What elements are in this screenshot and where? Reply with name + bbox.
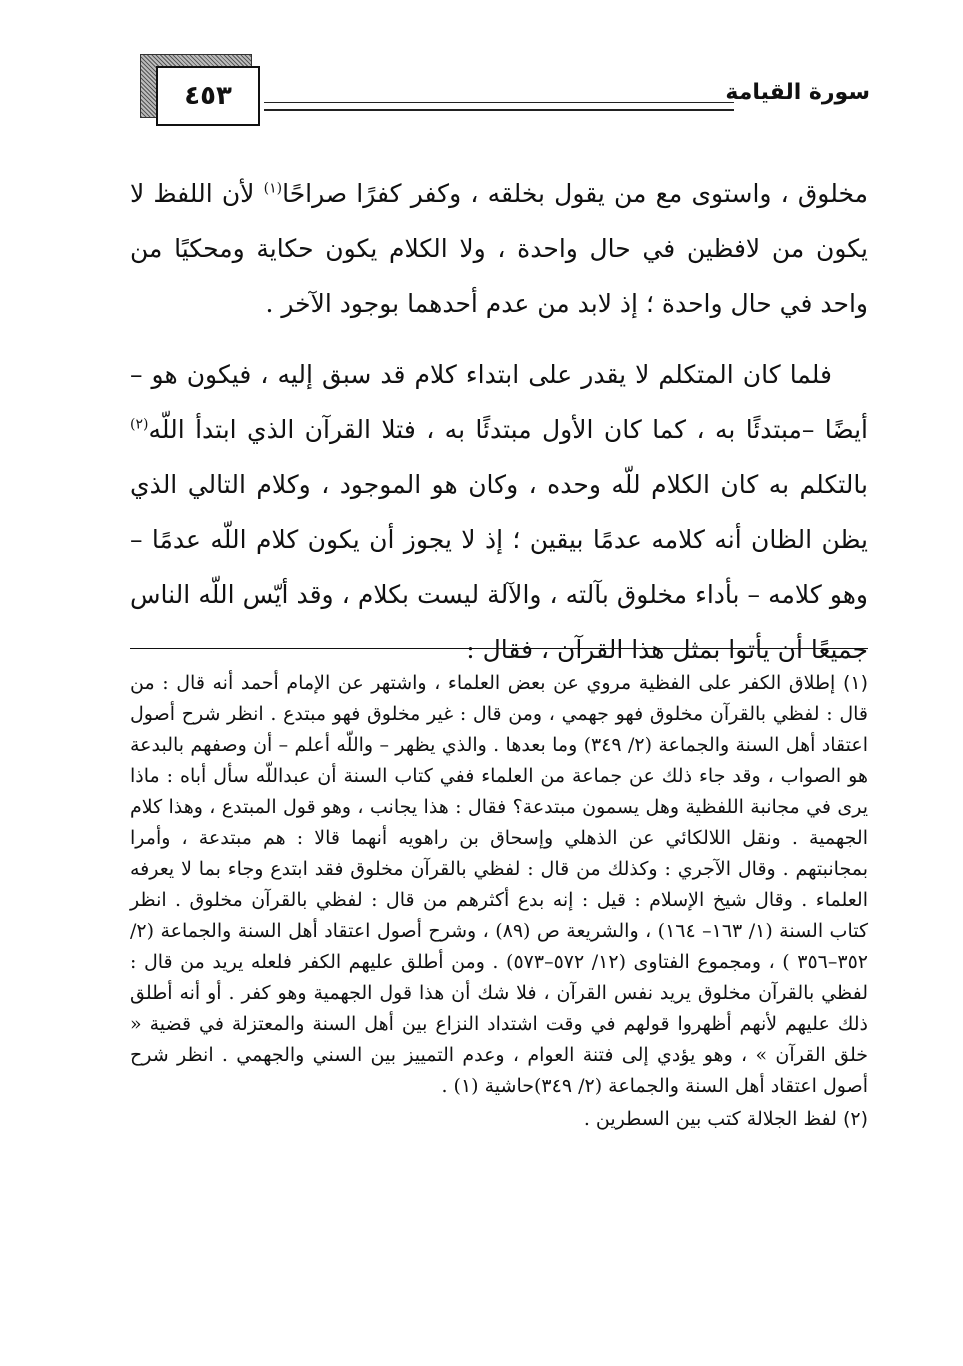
- paragraph-text: لأن اللفظ لا يكون من لافظين في حال واحدة ، ولا الكلام يكون حكاية ومحكيًا من واحد في حال واحدة ؛ إذ لابد من عدم أحدهما بوجود الآخر .: [130, 179, 868, 318]
- footnote: [130, 1104, 868, 1135]
- header-rule: [264, 102, 734, 111]
- paragraph-text: فلما كان المتكلم لا يقدر على ابتداء كلام قد سبق إليه ، فيكون هو – أيضًا –مبتدئًا به ، كما كان الأول مبتدئًا به ، فتلا القرآن الذي ابتدأ اللّه: [130, 360, 868, 444]
- footnote-text: إطلاق الكفر على الفظية مروي عن بعض العلماء ، واشتهر عن الإمام أحمد أنه قال : من قال : لفظي بالقرآن مخلوق فهو جهمي ، ومن قال : غير مخلوق فهو مبتدع . انظر شرح أصول اعتقاد أهل السنة والجماعة (٢/ ٣٤٩) وما بعدها . والذي يظهر – واللّه أعلم – أن وصفهم بالبدعة هو الصواب ، وقد جاء ذلك عن جماعة من العلماء ففي كتاب السنة أن عبداللّه سأل أباه : ماذا يرى في مجانبة اللفظية وهل يسمون مبتدعة؟ فقال : هذا يجانب ، وهو قول المبتدع ، وهذا كلام الجهمية . ونقل اللالكائي عن الذهلي وإسحاق بن راهويه أنهما قالا : هم مبتدعة ، وأمرا بمجانبتهم . وقال الآجري : وكذلك من قال : لفظي بالقرآن مخلوق فقد ابتدع وجاء بما لا يعرفه العلماء . وقال شيخ الإسلام : قيل : إنه بدع أكثرهم من قال : لفظي بالقرآن مخلوق . انظر كتاب السنة (١/ ١٦٣– ١٦٤) ، والشريعة ص (٨٩) ، وشرح أصول اعتقاد أهل السنة والجماعة (٢/ ٣٥٢–٣٥٦ ) ، ومجموع الفتاوى (١٢/ ٥٧٢–٥٧٣) . ومن أطلق عليهم الكفر فلعله يريد من قال : لفظي بالقرآن مخلوق يريد نفس القرآن ، فلا شك أن هذا قول الجهمية وهو كفر . أو أنه أطلق ذلك عليهم لأنهم أظهروا قولهم في وقت اشتداد النزاع بين أهل السنة والمعتزلة في قضية « خلق القرآن » ، وهو يؤدي إلى فتنة العوام ، وعدم التمييز بين السني والجهمي . انظر شرح أصول اعتقاد أهل السنة والجماعة (٢/ ٣٤٩)حاشية (١) .: [130, 672, 869, 1097]
- footnote-ref-2: (٢): [130, 416, 149, 433]
- footnote-text: لفظ الجلالة كتب بين السطرين .: [583, 1108, 837, 1130]
- footnote-number: (٢): [842, 1108, 868, 1130]
- paragraph: [130, 166, 868, 331]
- paragraph: [130, 347, 868, 677]
- paragraph-text: مخلوق ، واستوى مع من يقول بخلقه ، وكفر كفرًا صراحًا: [282, 179, 868, 208]
- footnote-ref-1: (١): [263, 180, 283, 197]
- page-header: [140, 58, 870, 138]
- footnote: [130, 668, 868, 1102]
- paragraph-text: بالتكلم به كان الكلام للّه وحده ، وكان هو الموجود ، وكلام التالي الذي يظن الظان أنه كلامه عدمًا بيقين ؛ إذ لا يجوز أن يكون كلام اللّه عدمًا – وهو كلامه – بأداء مخلوق بآلته ، والآلة ليست: [130, 470, 868, 609]
- main-text: [130, 166, 868, 677]
- page-number: ٤٥٣: [156, 66, 260, 126]
- footnotes: [130, 668, 868, 1135]
- paragraph-text: بكلام ، وقد أيّس اللّه الناس جميعًا أن يأتوا بمثل هذا القرآن ، فقال :: [130, 580, 868, 664]
- footnote-divider: [130, 648, 868, 649]
- surah-title: سورة القيامة: [725, 80, 870, 105]
- footnote-number: (١): [842, 672, 869, 694]
